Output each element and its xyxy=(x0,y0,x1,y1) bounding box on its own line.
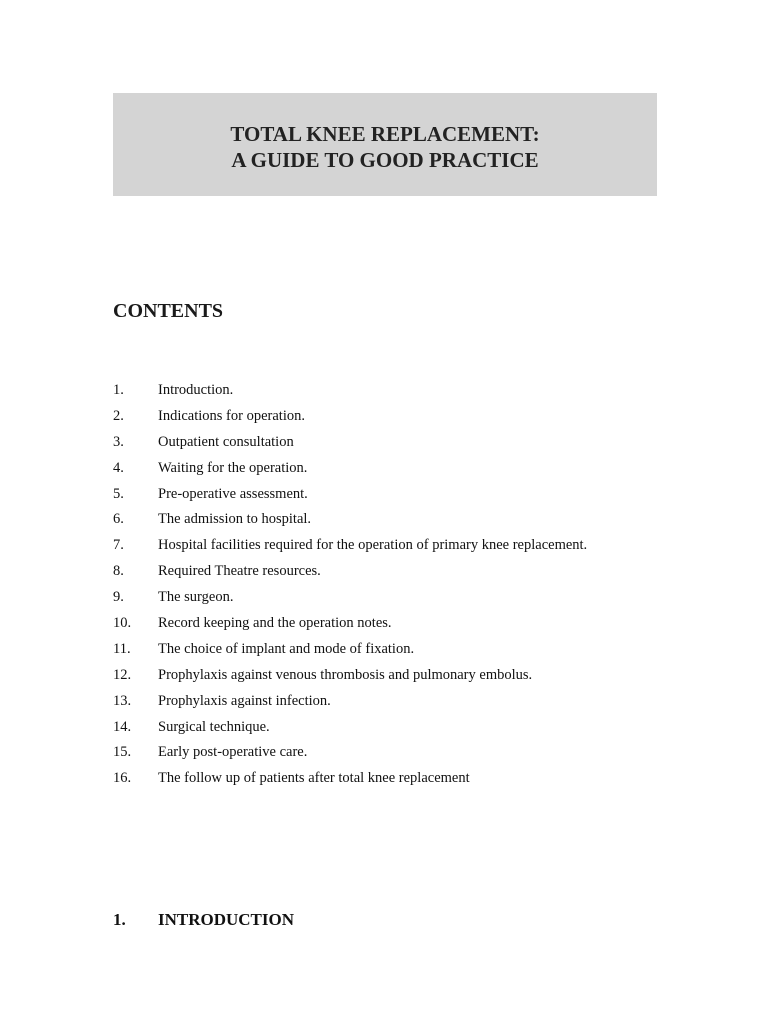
toc-item-number: 9. xyxy=(113,589,124,606)
table-of-contents xyxy=(113,378,587,792)
toc-item-number: 13. xyxy=(113,692,132,709)
toc-item-text: The choice of implant and mode of fixation. xyxy=(158,640,415,657)
toc-item-number: 2. xyxy=(113,407,124,424)
toc-item-number: 3. xyxy=(113,433,124,450)
toc-item-text: Waiting for the operation. xyxy=(158,459,308,476)
toc-item-number: 16. xyxy=(113,770,132,787)
toc-item-text: Record keeping and the operation notes. xyxy=(158,615,392,632)
section-number: 1. xyxy=(113,910,126,929)
toc-item-text: Outpatient consultation xyxy=(158,433,294,450)
toc-item-number: 7. xyxy=(113,537,124,554)
document-title-box xyxy=(113,93,657,196)
toc-item-text: Prophylaxis against infection. xyxy=(158,692,331,709)
toc-item xyxy=(113,611,587,637)
toc-item xyxy=(113,689,587,715)
toc-item xyxy=(113,456,587,482)
document-title-line-1: TOTAL KNEE REPLACEMENT: xyxy=(230,122,540,146)
contents-heading: CONTENTS xyxy=(113,300,224,322)
toc-item-number: 4. xyxy=(113,459,124,476)
toc-item-number: 15. xyxy=(113,744,132,761)
toc-item-number: 5. xyxy=(113,485,124,502)
toc-item-text: Prophylaxis against venous thrombosis and pulmonary embolus. xyxy=(158,666,533,683)
document-title-line-2: A GUIDE TO GOOD PRACTICE xyxy=(231,148,539,172)
toc-item-text: Introduction. xyxy=(158,382,234,398)
toc-item xyxy=(113,740,587,766)
toc-item-number: 1. xyxy=(113,382,124,398)
toc-item-text: Required Theatre resources. xyxy=(158,563,321,580)
section-heading-introduction xyxy=(113,908,294,932)
toc-item-text: Surgical technique. xyxy=(158,718,270,735)
toc-item xyxy=(113,430,587,456)
toc-item-text: The surgeon. xyxy=(158,589,234,606)
toc-item-text: Hospital facilities required for the operation of primary knee replacement. xyxy=(158,537,588,554)
toc-item-number: 8. xyxy=(113,563,124,580)
toc-item-number: 12. xyxy=(113,666,132,683)
toc-item-number: 11. xyxy=(113,640,131,657)
toc-item xyxy=(113,585,587,611)
toc-item-number: 10. xyxy=(113,615,132,632)
toc-item xyxy=(113,559,587,585)
toc-item xyxy=(113,378,587,404)
toc-item-text: Pre-operative assessment. xyxy=(158,485,308,502)
toc-item xyxy=(113,482,587,508)
toc-item xyxy=(113,663,587,689)
toc-item xyxy=(113,533,587,559)
toc-item xyxy=(113,404,587,430)
toc-item xyxy=(113,507,587,533)
toc-item-text: The follow up of patients after total knee replacement xyxy=(158,770,470,787)
section-title: INTRODUCTION xyxy=(158,910,295,929)
toc-item-text: The admission to hospital. xyxy=(158,511,312,528)
toc-item-text: Early post-operative care. xyxy=(158,744,308,761)
toc-item-text: Indications for operation. xyxy=(158,407,305,424)
toc-item-number: 6. xyxy=(113,511,124,528)
toc-item xyxy=(113,766,587,792)
toc-item xyxy=(113,637,587,663)
toc-item xyxy=(113,715,587,741)
toc-item-number: 14. xyxy=(113,718,132,735)
